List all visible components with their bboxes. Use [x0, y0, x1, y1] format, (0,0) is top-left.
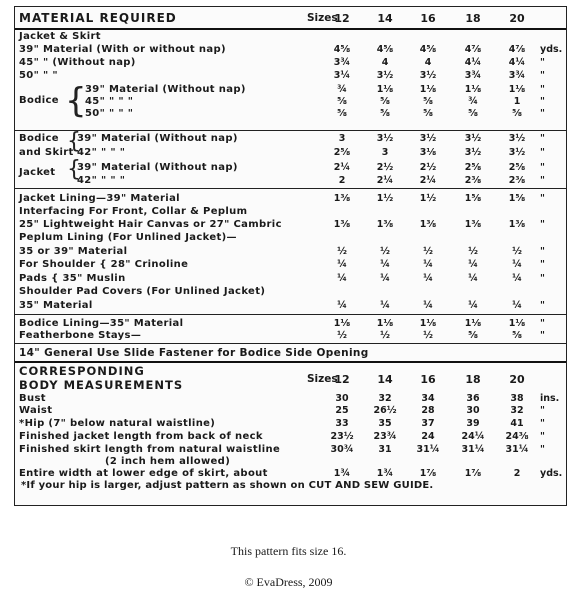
row-label: Featherbone Stays—	[19, 330, 142, 341]
row-label: Interfacing For Front, Collar & Peplum	[19, 206, 248, 217]
table-cell: ¼	[380, 273, 390, 284]
table-cell: 3½	[508, 133, 526, 144]
table-cell: 32	[510, 405, 524, 416]
table-cell: ⅝	[423, 96, 433, 107]
table-row	[15, 193, 566, 205]
size-column-16: 16	[420, 373, 436, 386]
row-label: 25" Lightweight Hair Canvas or 27" Cambric	[19, 219, 282, 230]
table-cell: 38	[510, 393, 524, 404]
copyright-notice: © EvaDress, 2009	[244, 575, 333, 589]
table-cell: 3½	[508, 147, 526, 158]
table-cell: ¼	[337, 259, 347, 270]
table-row	[15, 219, 566, 231]
row-unit: "	[540, 405, 545, 416]
table-cell: 2	[338, 175, 346, 186]
table-cell: 3	[338, 133, 346, 144]
table-cell: ¾	[468, 96, 478, 107]
table-cell: ⅝	[337, 96, 347, 107]
table-cell: 1⅛	[508, 318, 526, 329]
size-column-12: 12	[334, 373, 350, 386]
table-cell: 32	[378, 393, 392, 404]
table-cell: 2¼	[333, 162, 351, 173]
bodice-label: Bodice	[19, 95, 59, 106]
row-label: 39" Material (Without nap)	[77, 162, 238, 173]
table-row	[15, 418, 566, 430]
table-cell: 3⅛	[419, 147, 437, 158]
table-cell: 3½	[464, 147, 482, 158]
table-cell: 1⅛	[376, 318, 394, 329]
table-cell: ¼	[423, 300, 433, 311]
row-unit: "	[540, 162, 545, 173]
table-row	[15, 468, 566, 480]
row-unit: "	[540, 431, 545, 442]
row-unit: "	[540, 418, 545, 429]
fastener-text: 14" General Use Slide Fastener for Bodice Side Opening	[19, 347, 369, 359]
row-label: Pads { 35" Muslin	[19, 273, 126, 284]
table-cell: ½	[337, 330, 347, 341]
table-cell: 1⅜	[419, 219, 437, 230]
table-cell: 3½	[376, 70, 394, 81]
table-cell: 1⅝	[464, 193, 482, 204]
row-unit: "	[540, 273, 545, 284]
table-cell: 31¼	[505, 444, 529, 455]
table-cell: 31¼	[461, 444, 485, 455]
table-row	[15, 393, 566, 405]
table-cell: 24⅜	[505, 431, 529, 442]
row-label: 50" " "	[19, 70, 58, 81]
table-cell: ½	[512, 246, 522, 257]
table-row	[15, 405, 566, 417]
table-cell: 1⅛	[464, 318, 482, 329]
table-row	[15, 431, 566, 443]
row-label: 39" Material (Without nap)	[85, 84, 246, 95]
table-cell: ½	[380, 246, 390, 257]
row-label: 45" " (Without nap)	[19, 57, 136, 68]
bodice-skirt-label-2: and Skirt	[19, 147, 74, 158]
table-cell: 1⅝	[508, 193, 526, 204]
table-cell: ¼	[468, 259, 478, 270]
size-column-18: 18	[465, 373, 481, 386]
table-cell: 1⅛	[376, 84, 394, 95]
table-cell: 3½	[376, 133, 394, 144]
table-cell: 1⅛	[333, 318, 351, 329]
table-cell: 30¾	[330, 444, 354, 455]
table-row	[15, 133, 566, 145]
row-label: 35 or 39" Material	[19, 246, 128, 257]
table-cell: 2⅝	[508, 162, 526, 173]
row-unit: "	[540, 246, 545, 257]
table-cell: 4⅝	[333, 44, 351, 55]
table-row	[15, 273, 566, 285]
table-cell: 2⅜	[464, 175, 482, 186]
bodice-skirt-label-1: Bodice	[19, 133, 59, 144]
row-label: Peplum Lining (For Unlined Jacket)—	[19, 232, 237, 243]
table-cell: 1⅜	[508, 219, 526, 230]
row-unit: "	[540, 193, 545, 204]
table-cell: 2⅜	[508, 175, 526, 186]
row-unit: "	[540, 70, 545, 81]
table-row	[15, 206, 566, 218]
table-row	[15, 44, 566, 56]
table-row	[15, 444, 566, 456]
table-cell: 4⅞	[464, 44, 482, 55]
table-cell: ¼	[423, 273, 433, 284]
row-unit: "	[540, 330, 545, 341]
table-cell: 31¼	[416, 444, 440, 455]
table-cell: 1½	[419, 193, 437, 204]
size-column-16: 16	[420, 12, 436, 25]
table-cell: 35	[378, 418, 392, 429]
table-cell: ¼	[512, 273, 522, 284]
size-column-14: 14	[377, 373, 393, 386]
table-cell: 41	[510, 418, 524, 429]
table-cell: ½	[423, 330, 433, 341]
divider	[15, 28, 566, 30]
table-cell: ¾	[337, 84, 347, 95]
table-cell: ⅝	[512, 108, 522, 119]
table-cell: 2⅝	[333, 147, 351, 158]
row-label: Jacket Lining—39" Material	[19, 193, 180, 204]
table-cell: 30	[335, 393, 349, 404]
table-cell: 25	[335, 405, 349, 416]
table-cell: ¼	[380, 259, 390, 270]
table-cell: 24¼	[461, 431, 485, 442]
table-cell: 1⅜	[464, 219, 482, 230]
divider	[15, 361, 566, 363]
row-unit: yds.	[540, 468, 563, 479]
row-label: 42" " " "	[77, 147, 126, 158]
row-label: 39" Material (Without nap)	[77, 133, 238, 144]
row-label: Finished skirt length from natural waistline	[19, 444, 281, 455]
table-cell: 28	[421, 405, 435, 416]
table-cell: 3½	[464, 133, 482, 144]
table-row	[15, 84, 566, 96]
table-cell: ⅝	[380, 96, 390, 107]
table-cell: 4	[381, 57, 389, 68]
row-label: Entire width at lower edge of skirt, about	[19, 468, 268, 479]
table-cell: 1½	[376, 193, 394, 204]
row-unit: "	[540, 133, 545, 144]
jacket-label: Jacket	[19, 167, 56, 178]
material-required-title: MATERIAL REQUIRED	[19, 11, 177, 25]
table-cell: 30	[466, 405, 480, 416]
row-label: 39" Material (With or without nap)	[19, 44, 226, 55]
row-unit: "	[540, 259, 545, 270]
table-cell: 3¾	[508, 70, 526, 81]
table-row	[15, 108, 566, 120]
table-cell: 2½	[419, 162, 437, 173]
size-column-18: 18	[465, 12, 481, 25]
table-row	[15, 456, 566, 468]
size-column-20: 20	[509, 12, 525, 25]
row-label: 50" " " "	[85, 108, 134, 119]
row-label: Shoulder Pad Covers (For Unlined Jacket)	[19, 286, 266, 297]
brace-icon: {	[67, 157, 81, 182]
table-row	[15, 162, 566, 174]
divider	[15, 188, 566, 189]
table-cell: ⅝	[380, 108, 390, 119]
table-cell: 1	[513, 96, 521, 107]
divider	[15, 314, 566, 315]
table-cell: 1⅛	[464, 84, 482, 95]
table-cell: 33	[335, 418, 349, 429]
table-row	[15, 70, 566, 82]
row-label: Finished jacket length from back of neck	[19, 431, 263, 442]
table-cell: 2	[513, 468, 521, 479]
divider	[15, 130, 566, 131]
table-cell: ½	[337, 246, 347, 257]
row-unit: "	[540, 57, 545, 68]
table-row	[15, 232, 566, 244]
table-row	[15, 300, 566, 312]
table-cell: 24	[421, 431, 435, 442]
table-row	[15, 286, 566, 298]
pattern-size-caption: This pattern fits size 16.	[230, 544, 347, 558]
row-unit: yds.	[540, 44, 563, 55]
table-cell: 4⅞	[508, 44, 526, 55]
measurement-sizes-label: Sizes	[307, 373, 338, 385]
jacket-skirt-label: Jacket & Skirt	[19, 31, 101, 42]
table-cell: ⅝	[512, 330, 522, 341]
brace-icon: {	[67, 129, 81, 154]
table-cell: ¼	[512, 259, 522, 270]
table-cell: ½	[380, 330, 390, 341]
measurements-title-1: CORRESPONDING	[19, 364, 145, 378]
table-cell: 23¾	[373, 431, 397, 442]
table-cell: 1⅜	[333, 193, 351, 204]
table-cell: ⅝	[423, 108, 433, 119]
table-cell: ¼	[468, 300, 478, 311]
row-unit: "	[540, 175, 545, 186]
table-cell: 3¾	[464, 70, 482, 81]
table-cell: 3	[381, 147, 389, 158]
row-unit: "	[540, 318, 545, 329]
row-unit: ins.	[540, 393, 560, 404]
table-cell: ⅝	[468, 330, 478, 341]
table-cell: 3¼	[333, 70, 351, 81]
material-chart	[14, 6, 567, 506]
table-cell: 4⅝	[419, 44, 437, 55]
table-cell: 4¼	[464, 57, 482, 68]
table-cell: 4	[424, 57, 432, 68]
sizes-label: Sizes	[307, 12, 338, 24]
table-cell: ¼	[337, 273, 347, 284]
row-label: 35" Material	[19, 300, 93, 311]
table-cell: 2¼	[419, 175, 437, 186]
measurements-title-2: BODY MEASUREMENTS	[19, 378, 184, 392]
size-column-14: 14	[377, 12, 393, 25]
row-unit: "	[540, 84, 545, 95]
table-cell: 4⅝	[376, 44, 394, 55]
table-row	[15, 96, 566, 108]
row-label: 45" " " "	[85, 96, 134, 107]
table-cell: 2¼	[376, 175, 394, 186]
table-cell: 31	[378, 444, 392, 455]
table-cell: 1⅜	[376, 219, 394, 230]
hip-footnote: *If your hip is larger, adjust pattern as shown on CUT AND SEW GUIDE.	[21, 480, 434, 491]
row-label: For Shoulder { 28" Crinoline	[19, 259, 189, 270]
table-cell: 37	[421, 418, 435, 429]
table-cell: 4¼	[508, 57, 526, 68]
row-label: Bodice Lining—35" Material	[19, 318, 184, 329]
row-label: Waist	[19, 405, 53, 416]
table-cell: 1¾	[333, 468, 351, 479]
table-cell: 2⅝	[464, 162, 482, 173]
table-cell: ¼	[512, 300, 522, 311]
table-cell: 1⅛	[419, 84, 437, 95]
row-unit: "	[540, 300, 545, 311]
table-cell: ¼	[380, 300, 390, 311]
row-unit: "	[540, 147, 545, 158]
table-cell: 1⅞	[419, 468, 437, 479]
table-row	[15, 246, 566, 258]
size-column-20: 20	[509, 373, 525, 386]
table-cell: 34	[421, 393, 435, 404]
table-cell: 26½	[373, 405, 397, 416]
row-unit: "	[540, 96, 545, 107]
size-column-12: 12	[334, 12, 350, 25]
table-cell: 1⅛	[419, 318, 437, 329]
table-cell: 3¾	[333, 57, 351, 68]
table-cell: ¼	[423, 259, 433, 270]
table-cell: 3½	[419, 133, 437, 144]
table-row	[15, 175, 566, 187]
table-cell: 1⅜	[333, 219, 351, 230]
table-cell: ⅝	[337, 108, 347, 119]
table-cell: 23½	[330, 431, 354, 442]
table-cell: 1⅛	[508, 84, 526, 95]
row-unit: "	[540, 219, 545, 230]
table-row	[15, 147, 566, 159]
row-label: 42" " " "	[77, 175, 126, 186]
table-row	[15, 330, 566, 342]
table-cell: 1¾	[376, 468, 394, 479]
table-cell: 2½	[376, 162, 394, 173]
table-cell: ¼	[468, 273, 478, 284]
row-label: *Hip (7" below natural waistline)	[19, 418, 216, 429]
table-cell: 3½	[419, 70, 437, 81]
brace-icon: {	[65, 81, 87, 121]
table-row	[15, 318, 566, 330]
row-unit: "	[540, 108, 545, 119]
table-cell: ¼	[337, 300, 347, 311]
table-row	[15, 259, 566, 271]
table-row	[15, 57, 566, 69]
table-cell: 39	[466, 418, 480, 429]
table-cell: ½	[468, 246, 478, 257]
divider	[15, 343, 566, 344]
table-cell: ½	[423, 246, 433, 257]
table-cell: 1⅞	[464, 468, 482, 479]
table-cell: 36	[466, 393, 480, 404]
row-label: Bust	[19, 393, 46, 404]
table-cell: ⅝	[468, 108, 478, 119]
row-label: (2 inch hem allowed)	[105, 456, 231, 467]
row-unit: "	[540, 444, 545, 455]
